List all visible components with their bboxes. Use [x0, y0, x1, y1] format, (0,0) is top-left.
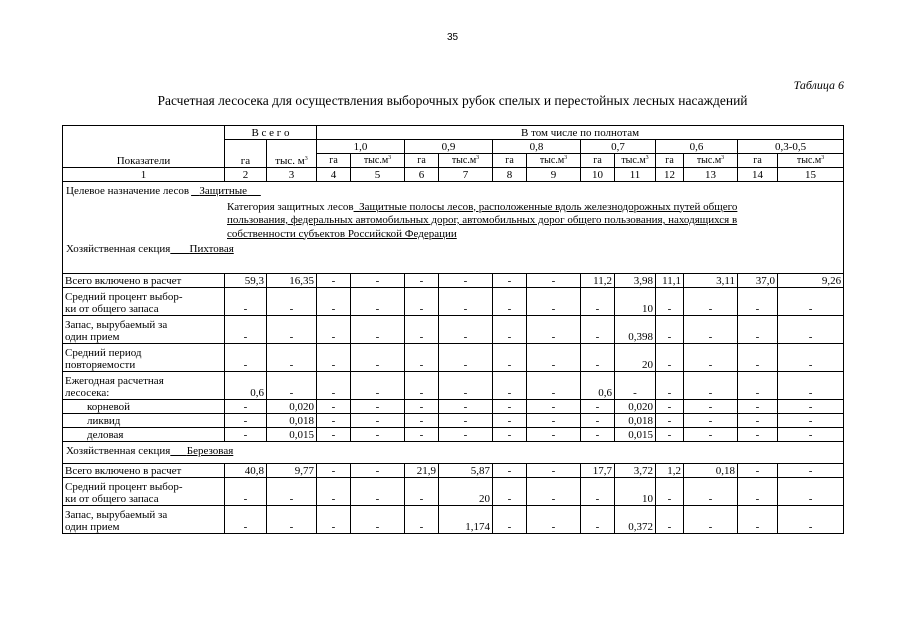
column-number: 12	[656, 168, 684, 182]
table-cell: -	[317, 344, 351, 372]
table-cell: -	[225, 400, 267, 414]
header-by-density: В том числе по полнотам	[317, 126, 844, 140]
table-cell: -	[351, 344, 405, 372]
table-cell: -	[684, 288, 738, 316]
table-row	[63, 316, 844, 344]
table-cell: -	[267, 288, 317, 316]
table-cell: -	[351, 274, 405, 288]
row-label: Средний период повторяемости	[63, 344, 225, 372]
table-cell: -	[527, 372, 581, 400]
table-label: Таблица 6	[793, 78, 844, 92]
table-row	[63, 464, 844, 478]
table-cell: 11,1	[656, 274, 684, 288]
table-cell: -	[405, 506, 439, 534]
row-label: деловая	[63, 428, 225, 442]
header-density-2: 0,9	[405, 140, 493, 154]
table-cell: -	[778, 414, 844, 428]
column-number: 15	[778, 168, 844, 182]
table-cell: -	[684, 316, 738, 344]
table-cell: -	[527, 428, 581, 442]
column-number: 11	[615, 168, 656, 182]
table-row	[63, 506, 844, 534]
header-indicators: Показатели	[63, 126, 225, 168]
column-number: 5	[351, 168, 405, 182]
table-cell: -	[527, 464, 581, 478]
header-density-5: 0,6	[656, 140, 738, 154]
section1-info-row: Целевое назначение лесов Защитные Категория защитных лесов Защитные полосы лесов, расположенные вдоль железнодорожных путей общего пользования, федеральных автомобильных дорог, автомобильных дорог общего пользования, находящихся в собственности субъектов Российской Федерации Хозяйственная секция Пихтовая	[63, 182, 844, 274]
table-row	[63, 400, 844, 414]
section2-value: Березовая	[186, 445, 234, 457]
table-cell: -	[738, 414, 778, 428]
table-cell: -	[267, 372, 317, 400]
table-cell: -	[493, 288, 527, 316]
table-cell: -	[527, 414, 581, 428]
subheader-ha: га	[738, 154, 778, 168]
table-cell: -	[439, 316, 493, 344]
subheader-ha: га	[405, 154, 439, 168]
table-cell: -	[493, 478, 527, 506]
table-cell: -	[351, 400, 405, 414]
table-cell: -	[317, 372, 351, 400]
row-label: Всего включено в расчет	[63, 274, 225, 288]
table-cell: -	[527, 288, 581, 316]
category-line-3: собственности субъектов Российской Федерации	[227, 227, 457, 240]
table-cell: -	[684, 414, 738, 428]
table-cell: -	[738, 288, 778, 316]
table-cell: -	[656, 288, 684, 316]
subheader-volume: $тыс.м^3$	[351, 154, 405, 168]
table-cell: -	[656, 506, 684, 534]
table-cell: -	[778, 428, 844, 442]
table-cell: -	[493, 274, 527, 288]
table-cell: -	[351, 288, 405, 316]
page-number: 35	[446, 32, 459, 43]
table-cell: -	[738, 316, 778, 344]
subheader-volume: $тыс.м^3$	[527, 154, 581, 168]
header-density-3: 0,8	[493, 140, 581, 154]
table-cell: 3,11	[684, 274, 738, 288]
table-cell: -	[615, 372, 656, 400]
column-number: 13	[684, 168, 738, 182]
table-cell: -	[684, 372, 738, 400]
table-cell: -	[225, 428, 267, 442]
table-row	[63, 274, 844, 288]
header-density-6: 0,3-0,5	[738, 140, 844, 154]
table-cell: -	[656, 414, 684, 428]
table-cell: 3,72	[615, 464, 656, 478]
table-cell: -	[581, 400, 615, 414]
table-cell: 0,020	[615, 400, 656, 414]
table-cell: -	[684, 478, 738, 506]
table-cell: -	[684, 344, 738, 372]
table-cell: 0,015	[267, 428, 317, 442]
table-cell: 0,6	[225, 372, 267, 400]
table-cell: -	[738, 400, 778, 414]
table-cell: -	[581, 428, 615, 442]
table-cell: -	[684, 428, 738, 442]
table-cell: 59,3	[225, 274, 267, 288]
table-cell: -	[351, 372, 405, 400]
row-label: Запас, вырубаемый за один прием	[63, 506, 225, 534]
column-number: 8	[493, 168, 527, 182]
table-cell: -	[493, 344, 527, 372]
table-cell: -	[317, 428, 351, 442]
category-label: Категория защитных лесов	[227, 200, 354, 213]
table-cell: 0,398	[615, 316, 656, 344]
table-cell: 21,9	[405, 464, 439, 478]
table-cell: -	[738, 344, 778, 372]
header-total-ha: га	[225, 140, 267, 168]
table-cell: -	[581, 288, 615, 316]
table-cell: -	[581, 478, 615, 506]
section1-value: Пихтовая	[189, 243, 234, 255]
table-title: Расчетная лесосека для осуществления выборочных рубок спелых и перестойных лесных насаждений	[157, 93, 748, 108]
table-cell: -	[656, 478, 684, 506]
table-row	[63, 372, 844, 400]
row-label: Ежегодная расчетная лесосека:	[63, 372, 225, 400]
table-cell: -	[405, 428, 439, 442]
table-cell: -	[527, 506, 581, 534]
table-cell: -	[778, 316, 844, 344]
table-cell: -	[581, 344, 615, 372]
table-cell: 0,372	[615, 506, 656, 534]
row-label: Всего включено в расчет	[63, 464, 225, 478]
table-cell: 0,6	[581, 372, 615, 400]
table-cell: -	[225, 316, 267, 344]
table-cell: 1,174	[439, 506, 493, 534]
column-number: 9	[527, 168, 581, 182]
table-cell: -	[405, 288, 439, 316]
table-cell: -	[225, 344, 267, 372]
table-cell: -	[493, 464, 527, 478]
table-cell: 40,8	[225, 464, 267, 478]
table-cell: -	[656, 316, 684, 344]
table-row	[63, 478, 844, 506]
table-cell: -	[317, 506, 351, 534]
table-cell: -	[493, 506, 527, 534]
subheader-volume: $тыс.м^3$	[778, 154, 844, 168]
forest-cutting-table	[62, 125, 844, 534]
table-cell: -	[684, 400, 738, 414]
row-label: Средний процент выбор- ки от общего запаса	[63, 478, 225, 506]
table-cell: -	[656, 344, 684, 372]
table-cell: -	[738, 464, 778, 478]
table-cell: -	[527, 478, 581, 506]
table-cell: 37,0	[738, 274, 778, 288]
header-total-volume: тыс. $м^3$	[267, 140, 317, 168]
subheader-volume: $тыс.м^3$	[615, 154, 656, 168]
table-cell: 11,2	[581, 274, 615, 288]
table-cell: -	[439, 344, 493, 372]
table-cell: -	[656, 372, 684, 400]
table-cell: 17,7	[581, 464, 615, 478]
table-cell: -	[684, 506, 738, 534]
table-cell: 10	[615, 478, 656, 506]
subheader-ha: га	[493, 154, 527, 168]
column-number: 14	[738, 168, 778, 182]
subheader-ha: га	[581, 154, 615, 168]
table-cell: -	[581, 414, 615, 428]
table-cell: -	[405, 400, 439, 414]
table-cell: -	[351, 316, 405, 344]
table-cell: -	[405, 274, 439, 288]
row-label: Средний процент выбор- ки от общего запаса	[63, 288, 225, 316]
table-cell: -	[493, 372, 527, 400]
table-cell: -	[317, 478, 351, 506]
table-cell: -	[317, 316, 351, 344]
column-number: 6	[405, 168, 439, 182]
column-number: 4	[317, 168, 351, 182]
table-cell: -	[439, 428, 493, 442]
column-number: 1	[63, 168, 225, 182]
table-cell: -	[527, 316, 581, 344]
table-cell: -	[267, 344, 317, 372]
table-cell: -	[405, 414, 439, 428]
table-cell: -	[778, 288, 844, 316]
header-total: В с е г о	[225, 126, 317, 140]
table-cell: -	[317, 400, 351, 414]
table-cell: -	[778, 372, 844, 400]
subheader-volume: $тыс.м^3$	[684, 154, 738, 168]
column-number: 7	[439, 168, 493, 182]
table-cell: -	[225, 414, 267, 428]
table-cell: -	[351, 414, 405, 428]
table-cell: 10	[615, 288, 656, 316]
table-cell: -	[656, 428, 684, 442]
table-cell: 20	[615, 344, 656, 372]
table-cell: -	[439, 288, 493, 316]
table-cell: -	[317, 274, 351, 288]
table-cell: -	[439, 372, 493, 400]
purpose-value: Защитные	[199, 185, 248, 197]
table-cell: -	[225, 288, 267, 316]
column-number: 3	[267, 168, 317, 182]
table-cell: -	[439, 400, 493, 414]
table-cell: -	[439, 274, 493, 288]
table-cell: -	[527, 274, 581, 288]
table-row	[63, 428, 844, 442]
table-cell: -	[527, 344, 581, 372]
table-cell: 5,87	[439, 464, 493, 478]
table-cell: 1,2	[656, 464, 684, 478]
row-label: Запас, вырубаемый за один прием	[63, 316, 225, 344]
table-cell: 3,98	[615, 274, 656, 288]
table-cell: -	[225, 478, 267, 506]
table-cell: -	[317, 464, 351, 478]
table-cell: -	[317, 288, 351, 316]
subheader-ha: га	[317, 154, 351, 168]
table-cell: -	[581, 316, 615, 344]
section1-label: Хозяйственная секция	[66, 243, 171, 255]
table-cell: 0,018	[267, 414, 317, 428]
table-cell: -	[267, 478, 317, 506]
table-cell: 0,020	[267, 400, 317, 414]
table-cell: -	[778, 344, 844, 372]
table-cell: -	[738, 506, 778, 534]
table-row	[63, 344, 844, 372]
table-cell: 20	[439, 478, 493, 506]
table-cell: -	[405, 316, 439, 344]
table-cell: -	[778, 506, 844, 534]
category-line-2: пользования, федеральных автомобильных дорог, автомобильных дорог общего пользования, находящихся в	[227, 214, 738, 226]
table-cell: -	[267, 316, 317, 344]
table-cell: 9,77	[267, 464, 317, 478]
table-row	[63, 288, 844, 316]
table-cell: -	[317, 414, 351, 428]
table-cell: -	[405, 372, 439, 400]
column-number: 10	[581, 168, 615, 182]
header-density-4: 0,7	[581, 140, 656, 154]
table-cell: -	[738, 372, 778, 400]
table-cell: -	[778, 478, 844, 506]
section2-info-row	[63, 442, 844, 464]
column-number: 2	[225, 168, 267, 182]
table-cell: 0,018	[615, 414, 656, 428]
table-cell: -	[439, 414, 493, 428]
table-cell: -	[225, 506, 267, 534]
table-cell: -	[527, 400, 581, 414]
table-cell: -	[778, 400, 844, 414]
table-cell: -	[581, 506, 615, 534]
table-cell: -	[267, 506, 317, 534]
table-cell: 0,18	[684, 464, 738, 478]
table-cell: -	[656, 400, 684, 414]
table-row	[63, 414, 844, 428]
header-density-1: 1,0	[317, 140, 405, 154]
subheader-volume: $тыс.м^3$	[439, 154, 493, 168]
table-cell: 16,35	[267, 274, 317, 288]
table-cell: -	[493, 414, 527, 428]
table-cell: -	[738, 428, 778, 442]
table-cell: 9,26	[778, 274, 844, 288]
table-cell: -	[351, 428, 405, 442]
subheader-ha: га	[656, 154, 684, 168]
table-cell: -	[778, 464, 844, 478]
table-cell: -	[351, 478, 405, 506]
table-cell: -	[405, 478, 439, 506]
table-cell: -	[493, 316, 527, 344]
table-cell: -	[738, 478, 778, 506]
row-label: корневой	[63, 400, 225, 414]
table-cell: -	[351, 464, 405, 478]
table-cell: -	[493, 400, 527, 414]
table-cell: -	[493, 428, 527, 442]
table-cell: -	[351, 506, 405, 534]
table-cell: -	[405, 344, 439, 372]
row-label: ликвид	[63, 414, 225, 428]
section2-label: Хозяйственная секция	[66, 445, 171, 457]
table-cell: 0,015	[615, 428, 656, 442]
